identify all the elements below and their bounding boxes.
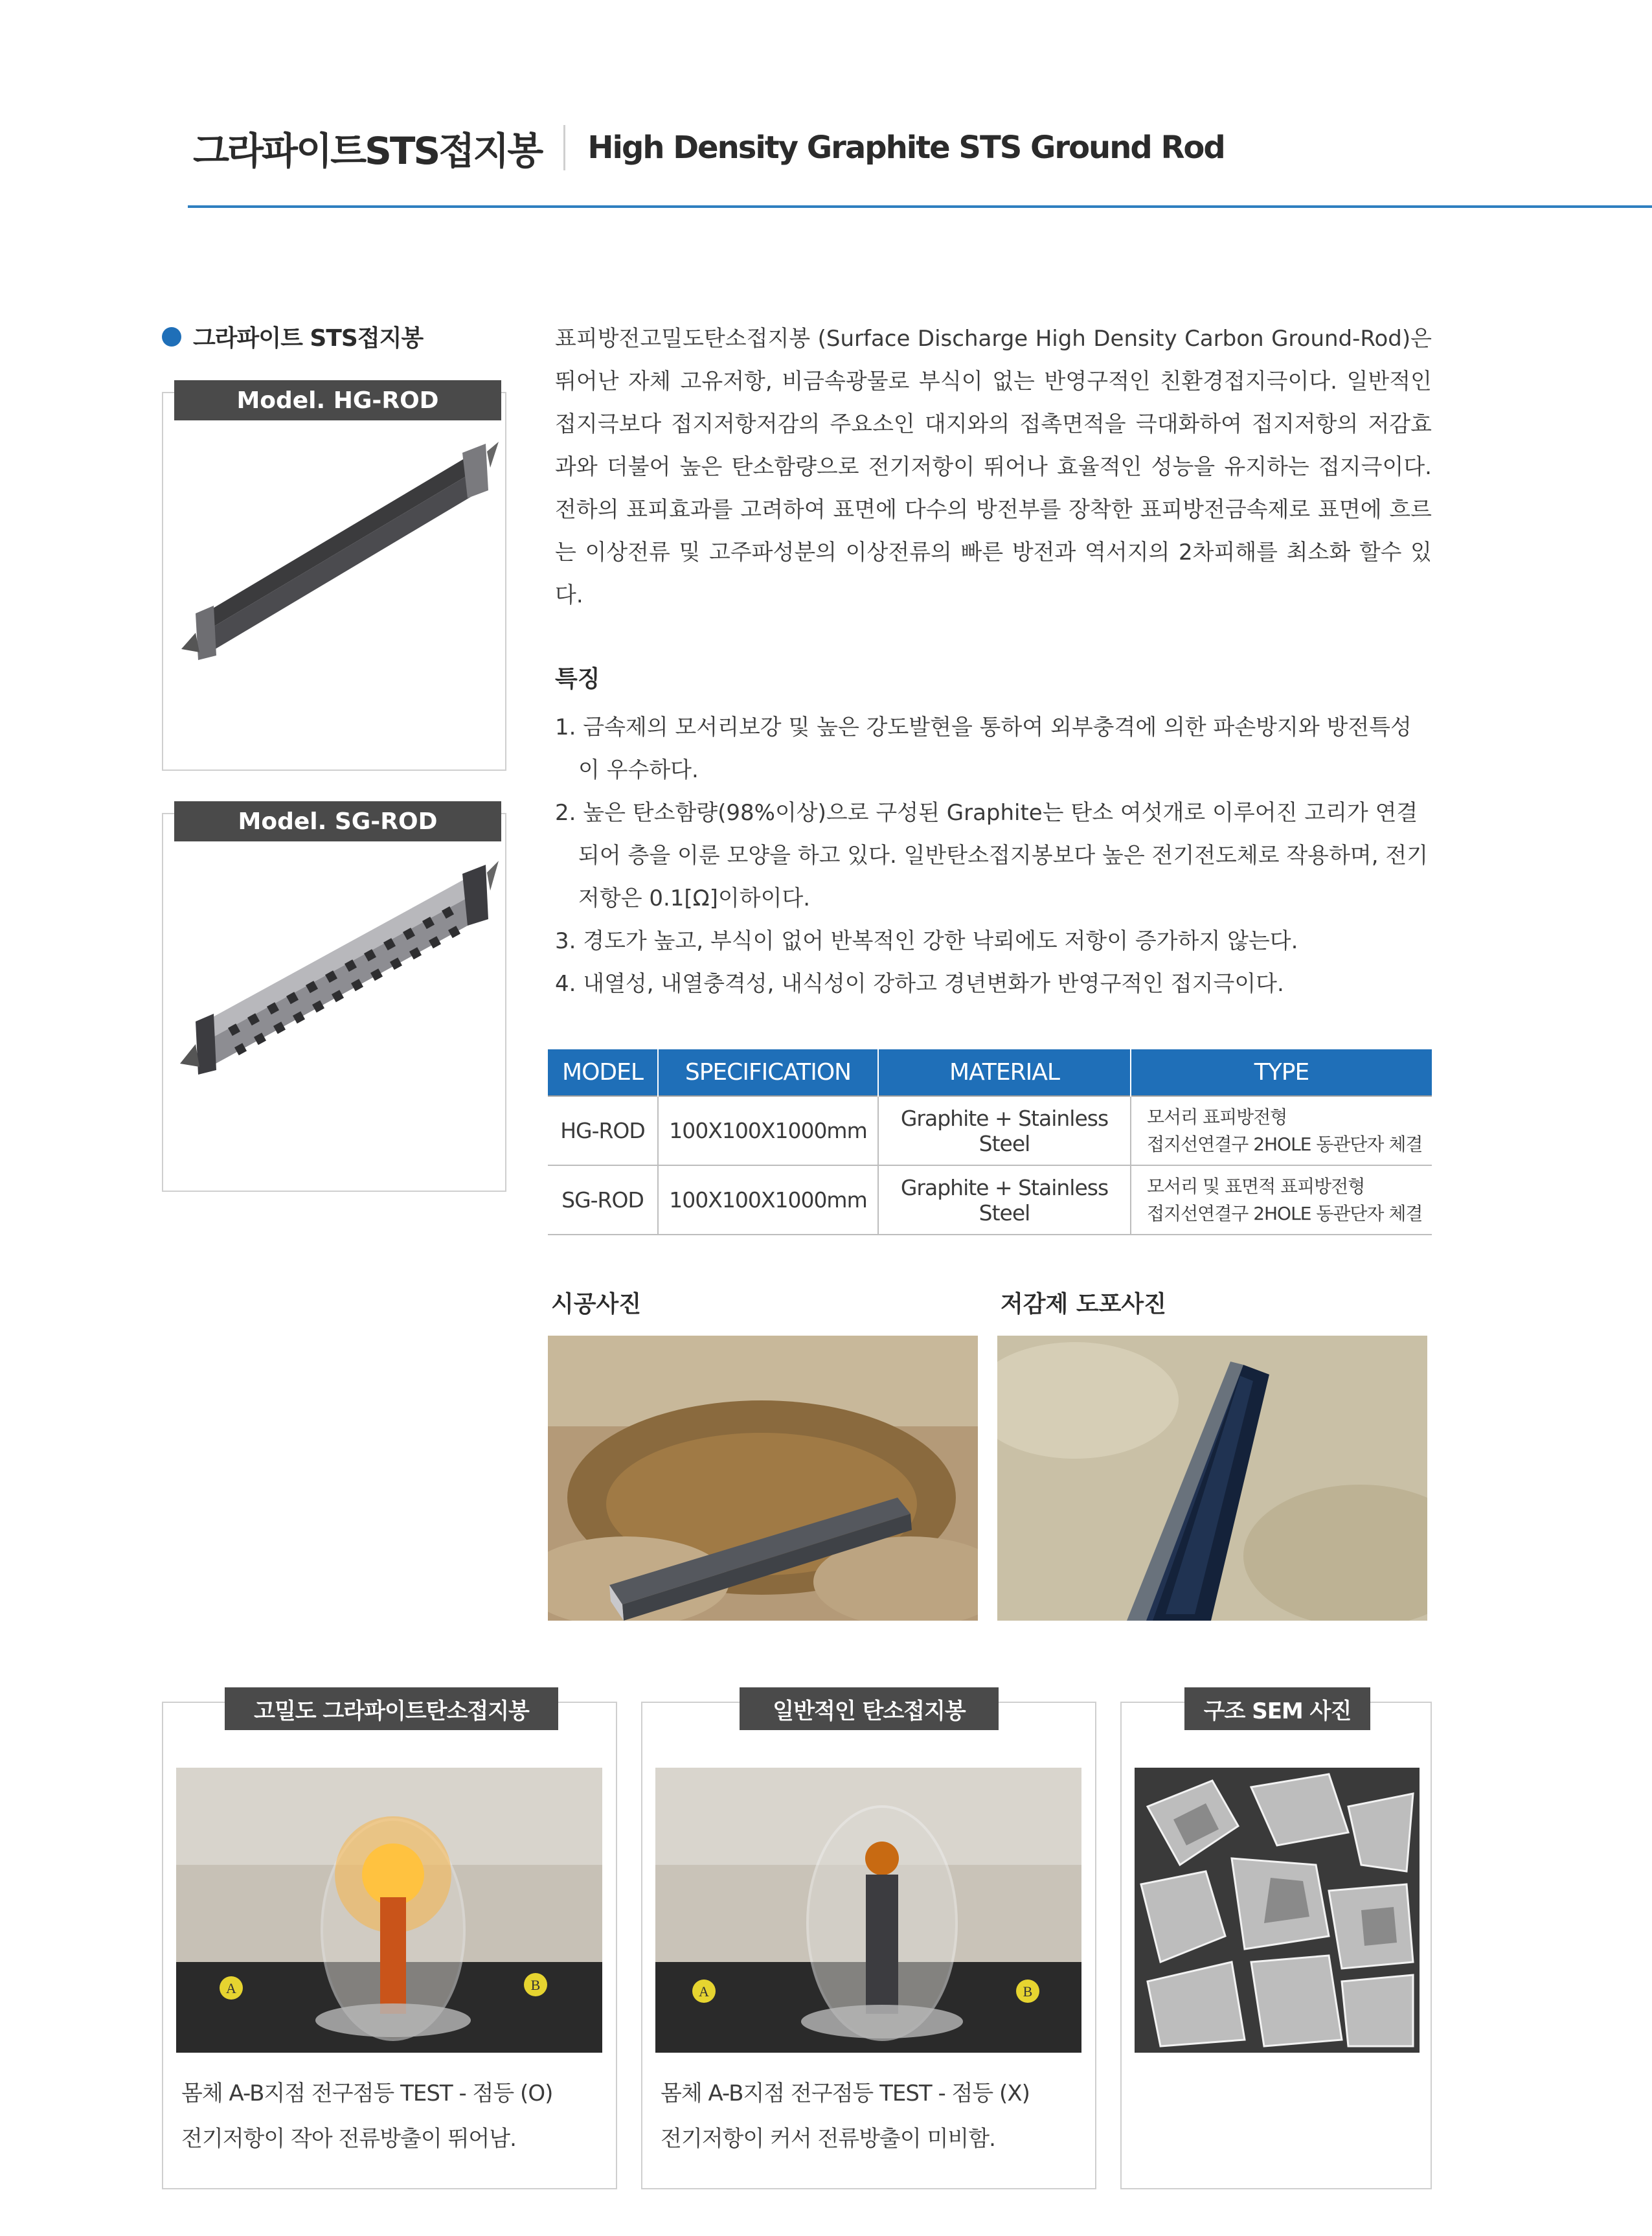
- bullet-dot-icon: [162, 327, 181, 347]
- test-result-line: 몸체 A-B지점 전구점등 TEST - 점등 (X): [661, 2081, 1030, 2106]
- spec-table: [548, 1049, 1432, 1235]
- test-tag-graphite: 고밀도 그라파이트탄소접지봉: [225, 1687, 558, 1730]
- test-result-text: [661, 2071, 1030, 2162]
- test-tag-sem: 구조 SEM 사진: [1184, 1687, 1370, 1730]
- test-result-text: [181, 2071, 552, 2162]
- title-underline: [188, 205, 1652, 208]
- features-list: [555, 706, 1432, 1005]
- cell-model: SG-ROD: [548, 1165, 658, 1235]
- cell-material: Graphite + Stainless Steel: [878, 1096, 1131, 1165]
- cell-type-line: 접지선연결구 2HOLE 동관단자 체결: [1147, 1202, 1423, 1224]
- construction-photo-caption: 시공사진: [551, 1291, 642, 1318]
- cell-type-line: 접지선연결구 2HOLE 동관단자 체결: [1147, 1133, 1423, 1155]
- point-a-label: A: [226, 1980, 236, 1996]
- test-card-graphite: [162, 1698, 617, 2189]
- section-heading: [162, 320, 423, 353]
- feature-item: 3. 경도가 높고, 부식이 없어 반복적인 강한 낙뢰에도 저항이 증가하지 않는다.: [555, 928, 1298, 954]
- cell-spec: 100X100X1000mm: [658, 1096, 878, 1165]
- test-card-carbon: [641, 1698, 1096, 2189]
- page-title: [193, 119, 1225, 177]
- feature-item: 1. 금속제의 모서리보강 및 높은 강도발현을 통하여 외부충격에 의한 파손방지와 방전특성이 우수하다.: [555, 714, 1412, 783]
- title-korean: 그라파이트STS접지봉: [193, 129, 542, 173]
- title-english: High Density Graphite STS Ground Rod: [587, 130, 1225, 166]
- construction-photo: [548, 1336, 978, 1621]
- section-heading-text: 그라파이트 STS접지봉: [193, 325, 424, 352]
- model-card-hg: [162, 387, 506, 771]
- feature-item: 2. 높은 탄소함량(98%이상)으로 구성된 Graphite는 탄소 여섯개로 이루어진 고리가 연결되어 층을 이룬 모양을 하고 있다. 일반탄소접지봉보다 높은 전기전도체로 작용하며, 전기저항은 0.1[Ω]이하이다.: [555, 800, 1429, 911]
- test-result-line: 전기저항이 작아 전류방출이 뛰어남.: [181, 2126, 516, 2152]
- model-card-sg: [162, 808, 506, 1192]
- bulb-off-photo: [655, 1768, 1081, 2053]
- test-result-line: 전기저항이 커서 전류방출이 미비함.: [661, 2126, 995, 2152]
- bulb-on-photo: [176, 1768, 602, 2053]
- hg-rod-image: [163, 393, 506, 771]
- cell-spec: 100X100X1000mm: [658, 1165, 878, 1235]
- coating-photo: [997, 1336, 1427, 1621]
- model-tag-hg: Model. HG-ROD: [174, 380, 501, 420]
- header-type: TYPE: [1131, 1049, 1432, 1096]
- product-description: 표피방전고밀도탄소접지봉 (Surface Discharge High Density Carbon Ground-Rod)은 뛰어난 자체 고유저항, 비금속광물로 부식이 없는 반영구적인 친환경접지극이다. 일반적인 접지극보다 접지저항저감의 주요소인 대지와의 접촉면적을 극대화하여 접지저항의 저감효과와 더불어 높은 탄소함량으로 전기저항이 뛰어나 효율적인 성능을 유지하는 접지극이다. 전하의 표피효과를 고려하여 표면에 다수의 방전부를 장착한 표피방전금속제로 표면에 흐르는 이상전류 및 고주파성분의 이상전류의 빠른 방전과 역서지의 2차피해를 최소화 할수 있다.: [555, 326, 1432, 608]
- test-card-sem: [1120, 1698, 1432, 2189]
- test-tag-carbon: 일반적인 탄소접지봉: [740, 1687, 999, 1730]
- cell-type: [1131, 1165, 1432, 1235]
- sg-rod-image: [163, 814, 506, 1192]
- header-material: MATERIAL: [878, 1049, 1131, 1096]
- cell-type: [1131, 1096, 1432, 1165]
- coating-photo-caption: 저감제 도포사진: [1001, 1291, 1166, 1318]
- cell-material: Graphite + Stainless Steel: [878, 1165, 1131, 1235]
- model-tag-sg: Model. SG-ROD: [174, 801, 501, 841]
- title-divider: [563, 125, 565, 170]
- features-heading: 특징: [555, 666, 600, 692]
- test-result-line: 몸체 A-B지점 전구점등 TEST - 점등 (O): [181, 2081, 553, 2106]
- point-b-label: B: [530, 1977, 541, 1993]
- sem-photo: [1135, 1768, 1420, 2053]
- cell-type-line: 모서리 표피방전형: [1147, 1106, 1287, 1128]
- point-a-label: A: [699, 1983, 709, 2000]
- cell-type-line: 모서리 및 표면적 표피방전형: [1147, 1175, 1365, 1197]
- spec-table-header: [548, 1049, 1432, 1096]
- header-specification: SPECIFICATION: [658, 1049, 878, 1096]
- table-row: [548, 1165, 1432, 1235]
- header-model: MODEL: [548, 1049, 658, 1096]
- feature-item: 4. 내열성, 내열충격성, 내식성이 강하고 경년변화가 반영구적인 접지극이다.: [555, 971, 1284, 997]
- cell-model: HG-ROD: [548, 1096, 658, 1165]
- point-b-label: B: [1023, 1983, 1033, 2000]
- table-row: [548, 1096, 1432, 1165]
